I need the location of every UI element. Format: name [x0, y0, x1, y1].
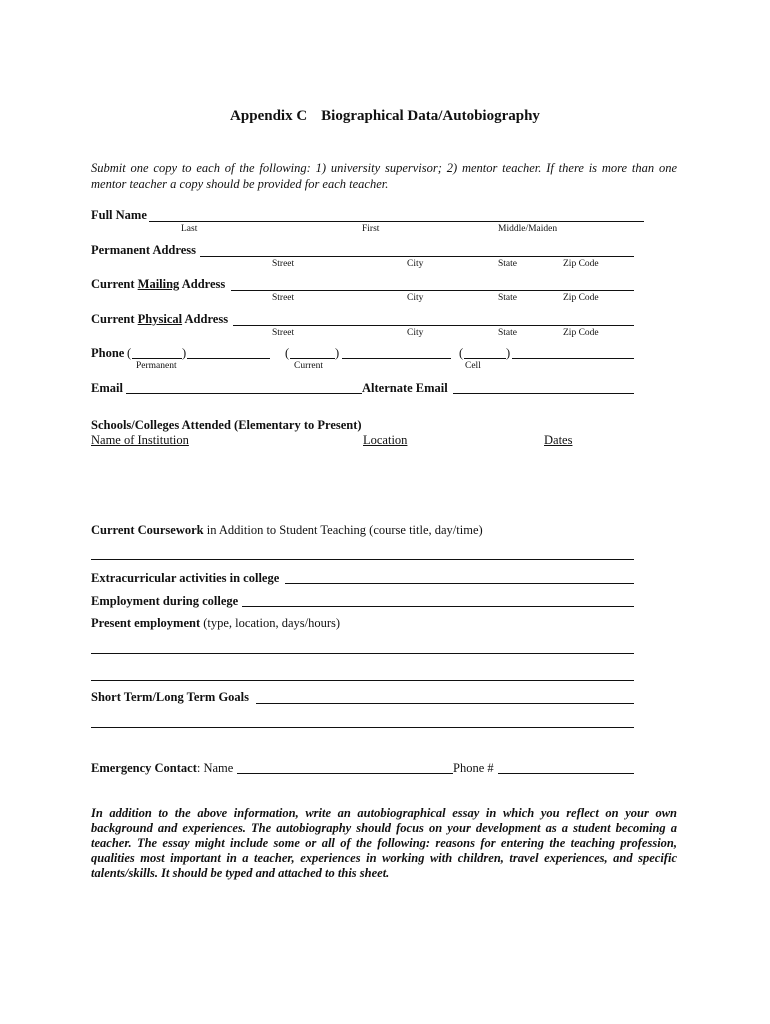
phone-label: Phone — [91, 346, 125, 360]
email-field[interactable] — [126, 380, 362, 394]
page-title — [0, 108, 770, 125]
emergency-phone-field[interactable] — [498, 760, 634, 774]
title-main: Biographical Data/Autobiography — [321, 108, 540, 124]
full-name-line — [149, 221, 644, 222]
coursework-label-rest: in Addition to Student Teaching (course title, day/time) — [203, 523, 483, 537]
present-employment-field-1[interactable] — [91, 639, 634, 653]
present-employment-label-rest: (type, location, days/hours) — [200, 616, 341, 630]
col-name-of-institution: Name of Institution — [91, 433, 189, 447]
full-name-label: Full Name — [91, 208, 147, 222]
emergency-label-rest: : Name — [196, 761, 234, 775]
permanent-address-label: Permanent Address — [91, 243, 196, 257]
mailing-address-label — [91, 277, 225, 292]
coursework-label — [91, 523, 483, 538]
present-employment-line-1 — [91, 653, 634, 654]
sub-city: City — [407, 293, 424, 303]
sub-street: Street — [272, 328, 295, 338]
sub-last: Last — [181, 224, 198, 234]
schools-heading: Schools/Colleges Attended (Elementary to Present) — [91, 418, 362, 432]
col-dates: Dates — [544, 433, 573, 447]
physical-label-pre: Current — [91, 312, 138, 326]
coursework-label-bold: Current Coursework — [91, 523, 204, 537]
alternate-email-label: Alternate Email — [362, 381, 448, 395]
sub-phone-current: Current — [294, 361, 324, 371]
goals-field-1[interactable] — [256, 689, 634, 703]
alternate-email-field[interactable] — [453, 380, 634, 394]
mailing-address-line — [231, 290, 634, 291]
permanent-address-field[interactable] — [200, 242, 634, 256]
full-name-field[interactable] — [149, 207, 644, 221]
extracurricular-field[interactable] — [285, 570, 634, 584]
sub-phone-cell: Cell — [465, 361, 481, 371]
emergency-name-field[interactable] — [237, 760, 453, 774]
goals-line-1 — [256, 703, 634, 704]
email-label: Email — [91, 381, 123, 395]
phone-permanent-field[interactable] — [127, 345, 270, 359]
coursework-field[interactable] — [91, 545, 634, 559]
physical-address-line — [233, 325, 634, 326]
goals-label: Short Term/Long Term Goals — [91, 690, 250, 704]
mailing-address-field[interactable] — [231, 276, 634, 290]
sub-street: Street — [272, 259, 295, 269]
physical-address-field[interactable] — [233, 311, 634, 325]
permanent-address-line — [200, 256, 634, 257]
mailing-label-pre: Current — [91, 277, 138, 291]
sub-state: State — [498, 328, 517, 338]
present-employment-field-2[interactable] — [91, 666, 634, 680]
phone-curr-open-paren: ( — [285, 346, 290, 360]
physical-label-under: Physical — [137, 312, 183, 326]
phone-current-field[interactable] — [285, 345, 451, 359]
emergency-label-bold: Emergency Contact — [91, 761, 197, 775]
physical-label-post: Address — [182, 312, 229, 326]
intro-text: Submit one copy to each of the following: 1) university supervisor; 2) mentor teacher. If there is more than one mentor teacher a copy should be provided for each teacher. — [91, 161, 677, 191]
sub-zip: Zip Code — [563, 328, 599, 338]
phone-curr-close-paren: ) — [335, 346, 340, 360]
mailing-label-post: Address — [179, 277, 226, 291]
sub-street: Street — [272, 293, 295, 303]
physical-address-label — [91, 312, 228, 327]
title-appendix: Appendix C — [230, 108, 308, 124]
phone-perm-open-paren: ( — [127, 346, 132, 360]
present-employment-label — [91, 616, 340, 631]
phone-perm-close-paren: ) — [182, 346, 187, 360]
mailing-label-under: Mailing — [137, 277, 180, 291]
goals-line-2 — [91, 727, 634, 728]
present-employment-label-bold: Present employment — [91, 616, 201, 630]
sub-city: City — [407, 328, 424, 338]
schools-entry-area[interactable] — [91, 452, 634, 512]
coursework-line — [91, 559, 634, 560]
emergency-phone-label: Phone # — [453, 761, 494, 775]
phone-cell-close-paren: ) — [506, 346, 511, 360]
phone-cell-field[interactable] — [459, 345, 634, 359]
sub-zip: Zip Code — [563, 259, 599, 269]
sub-first: First — [362, 224, 380, 234]
closing-instructions: In addition to the above information, write an autobiographical essay in which you reflect on your own background and experiences. The autobiography should focus on your development as a student becoming a teacher. The essay might include some or all of the following: reasons for entering the teaching profession, qualities most important in a teacher, experiences in working with children, travel experiences, and specific talents/skills. It should be typed and attached to this sheet. — [91, 806, 677, 880]
extracurricular-label: Extracurricular activities in college — [91, 571, 280, 585]
sub-city: City — [407, 259, 424, 269]
sub-middle-maiden: Middle/Maiden — [498, 224, 558, 234]
goals-field-2[interactable] — [91, 713, 634, 727]
employment-college-field[interactable] — [242, 593, 634, 607]
phone-cell-open-paren: ( — [459, 346, 464, 360]
sub-state: State — [498, 293, 517, 303]
sub-state: State — [498, 259, 517, 269]
emergency-contact-label — [91, 761, 233, 776]
present-employment-line-2 — [91, 680, 634, 681]
employment-college-label: Employment during college — [91, 594, 239, 608]
sub-phone-permanent: Permanent — [136, 361, 177, 371]
sub-zip: Zip Code — [563, 293, 599, 303]
col-location: Location — [363, 433, 408, 447]
